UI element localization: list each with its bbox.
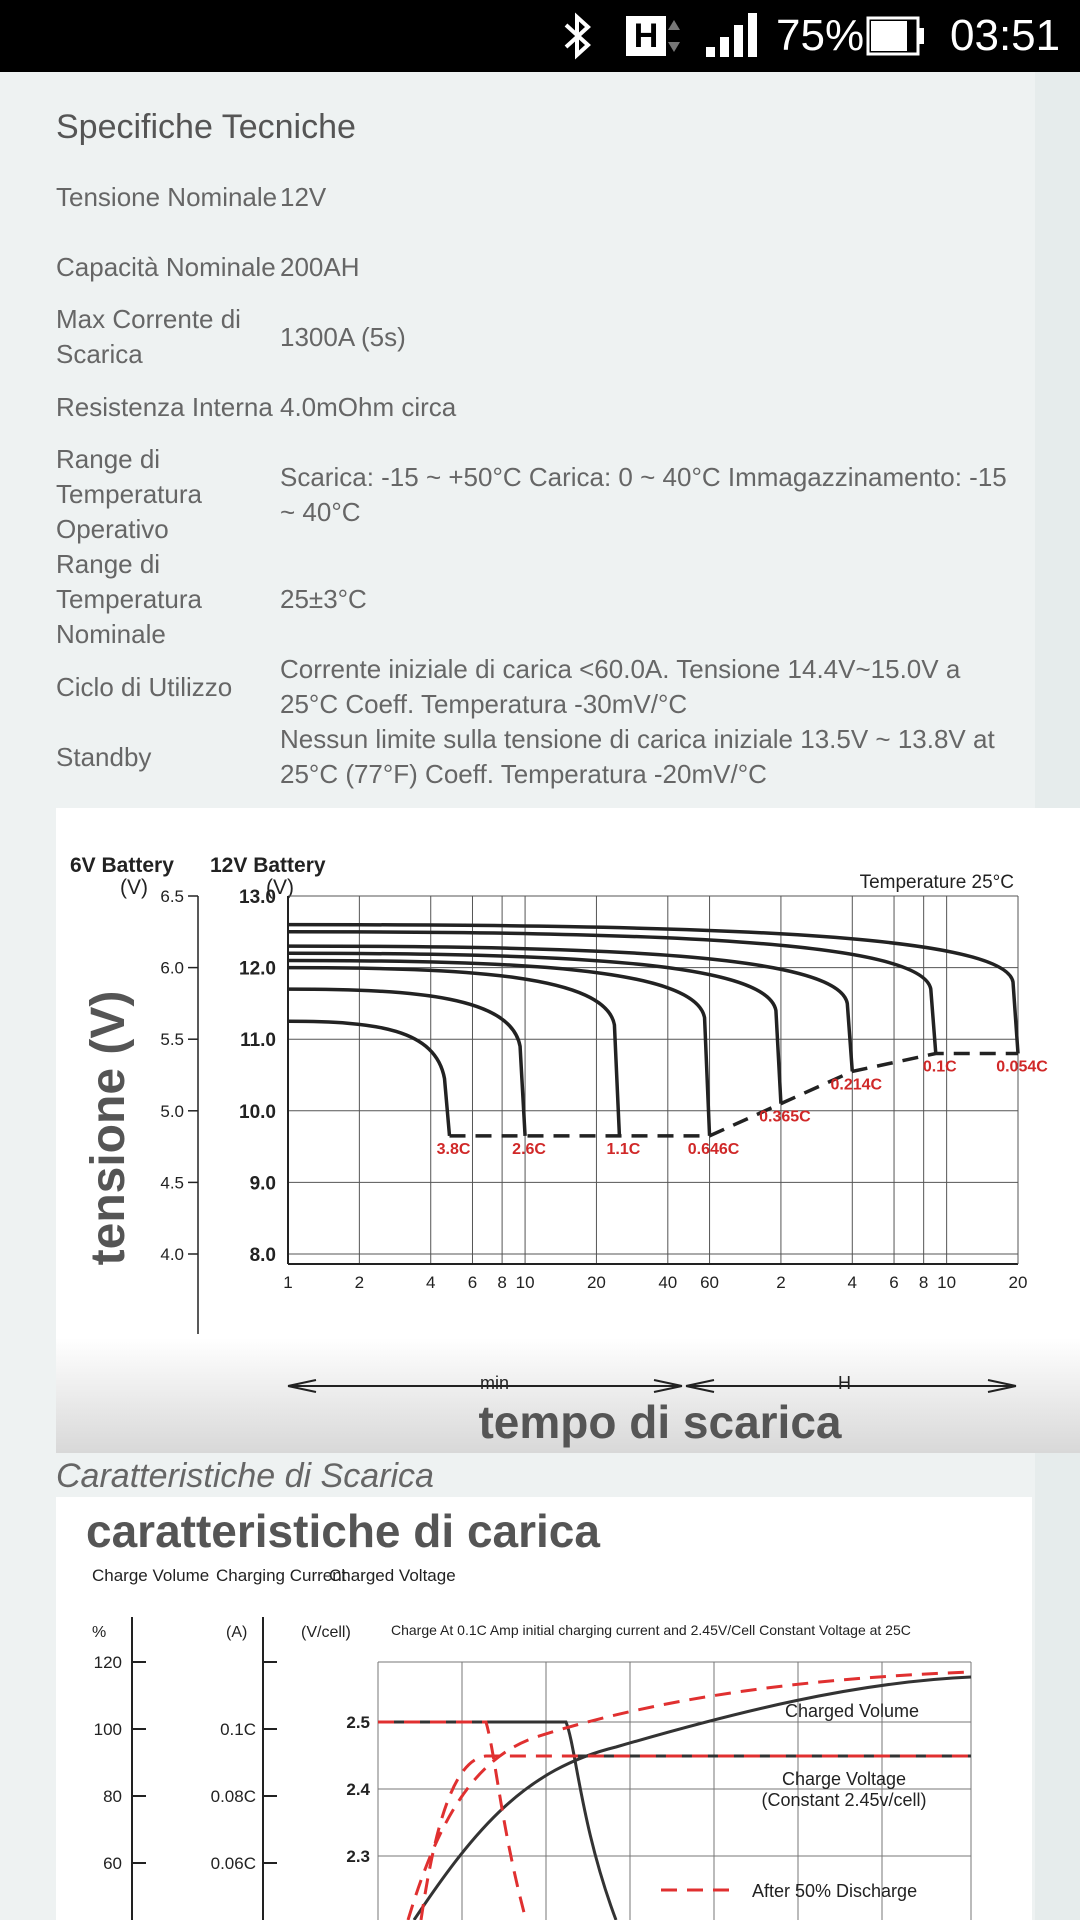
status-bar xyxy=(0,0,1080,72)
temperature-note: Temperature 25°C xyxy=(859,872,1014,893)
axis-6v-title: 6V Battery xyxy=(70,854,174,877)
y-tick-12v: 12.0 xyxy=(239,958,276,980)
y-tick-12v: 9.0 xyxy=(249,1173,276,1195)
spec-value: 1300A (5s) xyxy=(280,321,406,352)
x-tick-label: 8 xyxy=(918,1273,929,1292)
unit-percent: % xyxy=(92,1624,107,1641)
discharge-curve xyxy=(288,925,1018,1054)
x-axis-title: tempo di scarica xyxy=(478,1396,842,1448)
volume-tick: 60 xyxy=(103,1854,122,1873)
spec-row xyxy=(56,722,1016,792)
voltage-tick: 2.4 xyxy=(346,1780,370,1799)
x-tick-label: 8 xyxy=(497,1273,507,1292)
min-label: min xyxy=(480,1373,510,1393)
charged-volume-label: Charged Volume xyxy=(784,1701,920,1721)
charge-chart xyxy=(56,1497,1032,1920)
network-h-icon xyxy=(626,0,684,72)
x-tick-label: 2 xyxy=(354,1273,365,1292)
x-tick-label: 40 xyxy=(658,1273,678,1292)
y-tick-6v: 6.5 xyxy=(160,887,184,906)
x-tick-label: 4 xyxy=(847,1273,858,1292)
x-tick-label: 20 xyxy=(1008,1273,1028,1292)
unit-amp: (A) xyxy=(226,1624,248,1641)
y-tick-12v: 8.0 xyxy=(249,1245,276,1266)
rate-label: 0.365C xyxy=(759,1108,811,1126)
x-tick-label: 6 xyxy=(889,1273,899,1292)
y-tick-6v: 5.5 xyxy=(160,1030,184,1050)
rate-label: 0.214C xyxy=(830,1076,883,1094)
spec-label: Capacità Nominale xyxy=(56,251,276,282)
bluetooth-icon xyxy=(560,0,600,72)
spec-row xyxy=(56,652,1016,722)
x-tick-label: 60 xyxy=(700,1273,720,1292)
spec-value: 25±3°C xyxy=(280,584,367,614)
discharge-curve xyxy=(288,946,852,1071)
unit-vcell: (V/cell) xyxy=(301,1624,351,1641)
spec-label: Ciclo di Utilizzo xyxy=(56,671,233,702)
spec-value: Nessun limite sulla tensione di carica iniziale 13.5V ~ 13.8V at 25°C (77°F) Coeff. Temperatura -20mV/°C xyxy=(280,724,995,789)
spec-value: 200AH xyxy=(280,251,360,282)
y-tick-6v: 4.5 xyxy=(160,1173,184,1193)
spec-value: 12V xyxy=(280,181,327,212)
charge-voltage-label: Charge Voltage xyxy=(781,1769,907,1789)
charging-current-curve xyxy=(378,1722,616,1920)
spec-label: Tensione Nominale xyxy=(56,181,278,212)
battery-icon xyxy=(866,0,926,72)
rate-label: 0.1C xyxy=(922,1058,957,1076)
spec-value: Scarica: -15 ~ +50°C Carica: 0 ~ 40°C Immagazzinamento: -15 ~ 40°C xyxy=(280,461,1007,527)
col-charge-volume: Charge Volume xyxy=(92,1566,210,1585)
y-tick-12v: 10.0 xyxy=(239,1101,276,1123)
spec-value: Corrente iniziale di carica <60.0A. Tensione 14.4V~15.0V a 25°C Coeff. Temperatura -30mV/°C xyxy=(280,654,961,719)
discharge-caption: Caratteristiche di Scarica xyxy=(56,1457,434,1495)
x-tick-label: 4 xyxy=(425,1273,436,1292)
specs-title: Specifiche Tecniche xyxy=(56,108,356,146)
rate-label: 2.6C xyxy=(512,1140,546,1158)
y-tick-12v: 13.0 xyxy=(239,887,276,908)
rate-label: 1.1C xyxy=(606,1140,641,1158)
voltage-tick: 2.3 xyxy=(346,1847,370,1866)
spec-row xyxy=(56,302,1016,372)
voltage-tick: 2.5 xyxy=(346,1713,370,1732)
y-tick-6v: 5.0 xyxy=(160,1101,184,1121)
discharge-curve xyxy=(288,960,710,1135)
rate-label: 3.8C xyxy=(436,1140,471,1158)
spec-value: 4.0mOhm circa xyxy=(280,391,457,422)
axis-12v-unit: (V) xyxy=(266,876,294,899)
spec-row xyxy=(56,162,1016,232)
col-charged-voltage: Charged Voltage xyxy=(329,1566,456,1585)
spec-row xyxy=(56,372,1016,442)
x-tick-label: 10 xyxy=(937,1273,957,1292)
volume-tick: 80 xyxy=(103,1787,122,1806)
hours-label: H xyxy=(838,1373,851,1393)
constant-voltage-label: (Constant 2.45v/cell) xyxy=(761,1790,927,1810)
y-tick-6v: 4.0 xyxy=(160,1245,184,1264)
discharge-curve xyxy=(288,989,525,1136)
rate-label: 0.646C xyxy=(687,1140,740,1158)
current-tick: 0.1C xyxy=(220,1720,256,1739)
x-tick-label: 10 xyxy=(515,1273,535,1292)
spec-label: Range di Temperatura Operativo xyxy=(56,444,202,544)
battery-percent: 75% xyxy=(776,11,865,60)
y-tick-6v: 6.0 xyxy=(160,958,184,978)
volume-tick: 100 xyxy=(93,1720,122,1739)
network-type-label: H xyxy=(626,16,666,56)
y-axis-title: tensione (V) xyxy=(82,990,135,1266)
x-tick-label: 20 xyxy=(586,1273,606,1292)
y-tick-12v: 11.0 xyxy=(240,1030,276,1052)
volume-tick: 120 xyxy=(93,1653,122,1672)
x-tick-label: 1 xyxy=(283,1273,293,1292)
spec-row xyxy=(56,442,1016,547)
discharge-chart xyxy=(56,808,1080,1453)
spec-label: Resistenza Interna xyxy=(56,391,273,422)
spec-label: Range di Temperatura Nominale xyxy=(56,549,202,649)
rate-label: 0.054C xyxy=(996,1058,1048,1076)
charge-note-text: Charge At 0.1C Amp initial charging current and 2.45V/Cell Constant Voltage at 25C xyxy=(391,1622,911,1638)
legend-after-discharge: After 50% Discharge xyxy=(752,1881,918,1901)
charge-title: caratteristiche di carica xyxy=(86,1505,600,1557)
spec-label: Standby xyxy=(56,741,152,772)
col-charging-current: Charging Current xyxy=(216,1566,347,1585)
current-tick: 0.08C xyxy=(210,1787,256,1806)
spec-label: Max Corrente di Scarica xyxy=(56,304,241,369)
discharge-curve xyxy=(288,1021,450,1136)
x-tick-label: 6 xyxy=(467,1273,478,1292)
axis-6v-unit: (V) xyxy=(120,876,148,899)
current-tick: 0.06C xyxy=(210,1854,256,1873)
x-tick-label: 2 xyxy=(776,1273,786,1292)
clock: 03:51 xyxy=(950,11,1061,60)
axis-12v-title: 12V Battery xyxy=(210,854,326,877)
spec-row xyxy=(56,232,1016,302)
signal-icon xyxy=(704,0,764,72)
spec-row xyxy=(56,547,1016,652)
charge-note xyxy=(391,1622,1031,1664)
